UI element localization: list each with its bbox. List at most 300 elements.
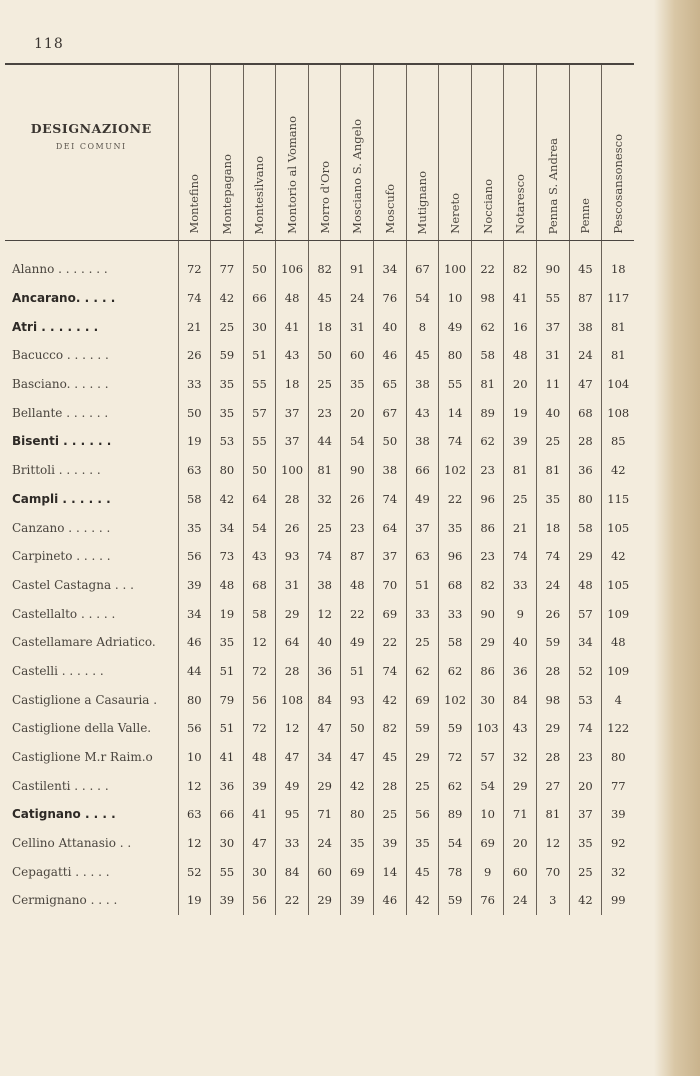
distance-cell: 98 — [471, 284, 504, 313]
distance-cell: 72 — [439, 743, 472, 772]
distance-cell: 47 — [341, 743, 374, 772]
column-header-label: Montefino — [187, 174, 202, 234]
distance-cell: 59 — [406, 714, 439, 743]
distance-cell: 35 — [406, 829, 439, 858]
distance-cell: 20 — [504, 829, 537, 858]
distance-cell: 60 — [341, 341, 374, 370]
distance-cell: 82 — [504, 241, 537, 284]
distance-cell: 72 — [178, 241, 211, 284]
distance-cell: 29 — [308, 886, 341, 915]
distance-cell: 84 — [308, 685, 341, 714]
distance-cell: 34 — [178, 599, 211, 628]
distance-cell: 59 — [439, 886, 472, 915]
distance-cell: 74 — [374, 485, 407, 514]
distance-cell: 39 — [341, 886, 374, 915]
distance-cell: 64 — [276, 628, 309, 657]
commune-name: Castilenti . . . . . — [12, 778, 109, 793]
distance-cell: 87 — [341, 542, 374, 571]
distance-cell: 74 — [537, 542, 570, 571]
distance-cell: 12 — [276, 714, 309, 743]
distance-cell: 91 — [341, 241, 374, 284]
distance-cell: 68 — [439, 571, 472, 600]
distance-cell: 12 — [537, 829, 570, 858]
distance-table — [5, 65, 634, 915]
commune-name: Basciano. . . . . . — [12, 377, 109, 392]
commune-name: Carpineto . . . . . — [12, 549, 111, 564]
distance-cell: 37 — [537, 312, 570, 341]
distance-cell: 69 — [406, 685, 439, 714]
distance-cell: 84 — [276, 857, 309, 886]
distance-cell: 62 — [471, 312, 504, 341]
distance-cell: 46 — [178, 628, 211, 657]
distance-cell: 39 — [504, 427, 537, 456]
distance-cell: 48 — [569, 571, 602, 600]
distance-cell: 42 — [341, 771, 374, 800]
distance-cell: 40 — [308, 628, 341, 657]
distance-cell: 20 — [569, 771, 602, 800]
distance-cell: 41 — [276, 312, 309, 341]
distance-cell: 32 — [308, 485, 341, 514]
column-header — [602, 65, 635, 241]
distance-cell: 56 — [178, 542, 211, 571]
distance-cell: 69 — [471, 829, 504, 858]
table-row — [5, 800, 634, 829]
distance-cell: 80 — [569, 485, 602, 514]
distance-cell: 78 — [439, 857, 472, 886]
distance-cell: 25 — [504, 485, 537, 514]
distance-cell: 100 — [439, 241, 472, 284]
table-header-row — [5, 65, 634, 241]
distance-cell: 90 — [471, 599, 504, 628]
distance-cell: 4 — [602, 685, 635, 714]
table-row — [5, 714, 634, 743]
column-header — [504, 65, 537, 241]
distance-cell: 40 — [504, 628, 537, 657]
distance-cell: 48 — [602, 628, 635, 657]
distance-cell: 12 — [243, 628, 276, 657]
distance-cell: 84 — [504, 685, 537, 714]
distance-cell: 34 — [308, 743, 341, 772]
distance-cell: 26 — [341, 485, 374, 514]
distance-cell: 73 — [211, 542, 244, 571]
distance-cell: 99 — [602, 886, 635, 915]
distance-cell: 81 — [602, 341, 635, 370]
distance-cell: 33 — [178, 370, 211, 399]
distance-cell: 42 — [406, 886, 439, 915]
distance-cell: 31 — [341, 312, 374, 341]
distance-cell: 14 — [374, 857, 407, 886]
distance-cell: 90 — [537, 241, 570, 284]
distance-cell: 35 — [211, 628, 244, 657]
distance-cell: 60 — [308, 857, 341, 886]
distance-cell: 20 — [504, 370, 537, 399]
distance-cell: 102 — [439, 456, 472, 485]
distance-cell: 28 — [569, 427, 602, 456]
distance-cell: 63 — [406, 542, 439, 571]
distance-cell: 25 — [308, 370, 341, 399]
distance-cell: 72 — [243, 714, 276, 743]
distance-cell: 25 — [406, 771, 439, 800]
column-header-label: Penne — [578, 198, 593, 234]
distance-cell: 42 — [211, 284, 244, 313]
distance-cell: 33 — [439, 599, 472, 628]
distance-cell: 52 — [569, 657, 602, 686]
distance-cell: 85 — [602, 427, 635, 456]
distance-cell: 38 — [308, 571, 341, 600]
distance-cell: 42 — [374, 685, 407, 714]
distance-cell: 81 — [308, 456, 341, 485]
distance-cell: 48 — [211, 571, 244, 600]
table-row — [5, 341, 634, 370]
column-header — [471, 65, 504, 241]
distance-cell: 64 — [374, 513, 407, 542]
distance-cell: 80 — [211, 456, 244, 485]
distance-cell: 30 — [243, 857, 276, 886]
column-header — [341, 65, 374, 241]
distance-cell: 93 — [276, 542, 309, 571]
distance-cell: 39 — [602, 800, 635, 829]
distance-cell: 19 — [178, 427, 211, 456]
distance-cell: 39 — [178, 571, 211, 600]
commune-name: Castellalto . . . . . — [12, 606, 116, 621]
distance-cell: 59 — [439, 714, 472, 743]
distance-cell: 25 — [406, 628, 439, 657]
distance-cell: 16 — [504, 312, 537, 341]
distance-cell: 18 — [276, 370, 309, 399]
distance-cell: 109 — [602, 599, 635, 628]
distance-cell: 24 — [341, 284, 374, 313]
table-row — [5, 857, 634, 886]
column-header-label: Pescosansonesco — [611, 134, 626, 234]
commune-name: Ancarano. . . . . — [12, 291, 116, 306]
distance-cell: 35 — [341, 829, 374, 858]
table-row — [5, 427, 634, 456]
column-header-label: Nocciano — [480, 179, 495, 234]
distance-cell: 38 — [374, 456, 407, 485]
table-row — [5, 398, 634, 427]
distance-cell: 79 — [211, 685, 244, 714]
distance-cell: 86 — [471, 657, 504, 686]
distance-cell: 80 — [341, 800, 374, 829]
distance-cell: 40 — [374, 312, 407, 341]
distance-cell: 45 — [308, 284, 341, 313]
distance-cell: 72 — [243, 657, 276, 686]
table-row — [5, 657, 634, 686]
distance-cell: 9 — [471, 857, 504, 886]
table-row — [5, 370, 634, 399]
distance-cell: 41 — [211, 743, 244, 772]
distance-cell: 33 — [276, 829, 309, 858]
distance-cell: 69 — [341, 857, 374, 886]
distance-cell: 31 — [276, 571, 309, 600]
distance-cell: 59 — [211, 341, 244, 370]
distance-cell: 28 — [537, 743, 570, 772]
distance-cell: 109 — [602, 657, 635, 686]
distance-cell: 80 — [439, 341, 472, 370]
page-edge-shadow — [654, 0, 700, 1076]
distance-cell: 34 — [374, 241, 407, 284]
distance-cell: 81 — [504, 456, 537, 485]
commune-name: Canzano . . . . . . — [12, 520, 111, 535]
distance-cell: 29 — [471, 628, 504, 657]
distance-cell: 77 — [602, 771, 635, 800]
distance-cell: 24 — [569, 341, 602, 370]
commune-name: Cellino Attanasio . . — [12, 836, 132, 851]
distance-cell: 74 — [374, 657, 407, 686]
distance-cell: 46 — [374, 886, 407, 915]
column-header — [276, 65, 309, 241]
distance-cell: 36 — [211, 771, 244, 800]
distance-cell: 43 — [276, 341, 309, 370]
distance-cell: 55 — [243, 427, 276, 456]
distance-cell: 49 — [439, 312, 472, 341]
distance-cell: 45 — [374, 743, 407, 772]
distance-cell: 108 — [276, 685, 309, 714]
distance-cell: 43 — [406, 398, 439, 427]
distance-cell: 41 — [243, 800, 276, 829]
distance-cell: 22 — [374, 628, 407, 657]
distance-cell: 50 — [243, 456, 276, 485]
distance-cell: 18 — [602, 241, 635, 284]
table-row — [5, 771, 634, 800]
distance-cell: 28 — [374, 771, 407, 800]
distance-cell: 29 — [276, 599, 309, 628]
distance-cell: 93 — [341, 685, 374, 714]
commune-name: Brittoli . . . . . . — [12, 463, 101, 478]
distance-cell: 35 — [341, 370, 374, 399]
table-row — [5, 628, 634, 657]
distance-cell: 22 — [341, 599, 374, 628]
distance-cell: 76 — [374, 284, 407, 313]
distance-cell: 89 — [471, 398, 504, 427]
distance-cell: 43 — [243, 542, 276, 571]
distance-cell: 26 — [178, 341, 211, 370]
distance-cell: 42 — [211, 485, 244, 514]
commune-name: Castelli . . . . . . — [12, 663, 104, 678]
distance-cell: 76 — [471, 886, 504, 915]
distance-cell: 38 — [569, 312, 602, 341]
distance-cell: 50 — [243, 241, 276, 284]
distance-cell: 18 — [537, 513, 570, 542]
distance-cell: 87 — [569, 284, 602, 313]
distance-cell: 63 — [178, 456, 211, 485]
distance-cell: 37 — [276, 427, 309, 456]
column-header-label: Mosciano S. Angelo — [350, 119, 365, 234]
column-header-label: Montorio al Vomano — [285, 116, 300, 234]
distance-cell: 108 — [602, 398, 635, 427]
column-header — [178, 65, 211, 241]
distance-cell: 74 — [439, 427, 472, 456]
distance-cell: 115 — [602, 485, 635, 514]
commune-name: Atri . . . . . . . — [12, 319, 99, 334]
distance-cell: 103 — [471, 714, 504, 743]
distance-cell: 52 — [178, 857, 211, 886]
distance-cell: 44 — [308, 427, 341, 456]
distance-cell: 12 — [178, 829, 211, 858]
distance-cell: 82 — [374, 714, 407, 743]
distance-cell: 38 — [406, 427, 439, 456]
table-row — [5, 571, 634, 600]
distance-cell: 39 — [211, 886, 244, 915]
distance-cell: 48 — [276, 284, 309, 313]
distance-cell: 81 — [537, 800, 570, 829]
distance-cell: 82 — [308, 241, 341, 284]
distance-cell: 105 — [602, 513, 635, 542]
distance-cell: 28 — [537, 657, 570, 686]
commune-name: Catignano . . . . — [12, 807, 116, 822]
column-header-label: Montepagano — [219, 153, 234, 234]
distance-cell: 64 — [243, 485, 276, 514]
distance-cell: 58 — [243, 599, 276, 628]
commune-name: Cermignano . . . . — [12, 893, 118, 908]
distance-cell: 66 — [406, 456, 439, 485]
distance-cell: 50 — [178, 398, 211, 427]
distance-cell: 37 — [374, 542, 407, 571]
column-header — [439, 65, 472, 241]
distance-cell: 95 — [276, 800, 309, 829]
distance-cell: 24 — [537, 571, 570, 600]
distance-cell: 37 — [276, 398, 309, 427]
distance-cell: 43 — [504, 714, 537, 743]
distance-cell: 66 — [243, 284, 276, 313]
table-title: DESIGNAZIONE — [30, 120, 152, 136]
distance-cell: 39 — [243, 771, 276, 800]
distance-cell: 59 — [537, 628, 570, 657]
distance-cell: 51 — [211, 714, 244, 743]
column-header — [374, 65, 407, 241]
column-header-label: Penna S. Andrea — [545, 137, 560, 234]
distance-cell: 117 — [602, 284, 635, 313]
column-header-label: Montesilvano — [252, 155, 267, 234]
distance-cell: 8 — [406, 312, 439, 341]
distance-cell: 81 — [471, 370, 504, 399]
column-header-label: Nereto — [448, 193, 463, 234]
distance-cell: 35 — [439, 513, 472, 542]
distance-cell: 67 — [374, 398, 407, 427]
commune-name: Bisenti . . . . . . — [12, 434, 112, 449]
distance-cell: 22 — [276, 886, 309, 915]
distance-cell: 30 — [471, 685, 504, 714]
column-header — [211, 65, 244, 241]
distance-cell: 92 — [602, 829, 635, 858]
distance-cell: 11 — [537, 370, 570, 399]
table-row — [5, 599, 634, 628]
distance-cell: 19 — [178, 886, 211, 915]
distance-cell: 31 — [537, 341, 570, 370]
distance-cell: 57 — [471, 743, 504, 772]
table-row — [5, 685, 634, 714]
distance-cell: 40 — [537, 398, 570, 427]
distance-cell: 51 — [341, 657, 374, 686]
distance-cell: 49 — [406, 485, 439, 514]
distance-cell: 71 — [308, 800, 341, 829]
distance-cell: 33 — [504, 571, 537, 600]
distance-cell: 57 — [243, 398, 276, 427]
distance-cell: 81 — [537, 456, 570, 485]
distance-cell: 46 — [374, 341, 407, 370]
distance-cell: 106 — [276, 241, 309, 284]
column-header-label: Mutignano — [415, 170, 430, 234]
distance-cell: 19 — [504, 398, 537, 427]
column-header-label: Moscufo — [382, 184, 397, 234]
distance-cell: 12 — [308, 599, 341, 628]
distance-cell: 51 — [406, 571, 439, 600]
distance-cell: 70 — [537, 857, 570, 886]
distance-cell: 12 — [178, 771, 211, 800]
distance-cell: 62 — [439, 771, 472, 800]
table-row — [5, 485, 634, 514]
distance-cell: 23 — [471, 542, 504, 571]
page-number: 118 — [34, 36, 64, 52]
distance-cell: 28 — [276, 657, 309, 686]
distance-cell: 25 — [308, 513, 341, 542]
column-header — [308, 65, 341, 241]
commune-name: Castiglione a Casauria . — [12, 692, 158, 707]
distance-cell: 29 — [537, 714, 570, 743]
distance-cell: 24 — [504, 886, 537, 915]
table-row — [5, 312, 634, 341]
distance-cell: 42 — [569, 886, 602, 915]
commune-name: Castiglione M.r Raim.o — [12, 750, 153, 765]
distance-cell: 53 — [211, 427, 244, 456]
distance-cell: 24 — [308, 829, 341, 858]
distance-cell: 60 — [504, 857, 537, 886]
table-row — [5, 542, 634, 571]
distance-cell: 82 — [471, 571, 504, 600]
distance-cell: 45 — [406, 341, 439, 370]
table-row — [5, 241, 634, 284]
distance-cell: 37 — [406, 513, 439, 542]
distance-cell: 32 — [602, 857, 635, 886]
column-header — [537, 65, 570, 241]
distance-cell: 54 — [439, 829, 472, 858]
distance-cell: 56 — [243, 685, 276, 714]
distance-cell: 89 — [439, 800, 472, 829]
distance-cell: 56 — [406, 800, 439, 829]
distance-cell: 80 — [178, 685, 211, 714]
distance-cell: 35 — [569, 829, 602, 858]
distance-cell: 56 — [243, 886, 276, 915]
distance-cell: 104 — [602, 370, 635, 399]
column-header-label: Notaresco — [513, 173, 528, 234]
distance-cell: 98 — [537, 685, 570, 714]
distance-cell: 27 — [537, 771, 570, 800]
distance-cell: 102 — [439, 685, 472, 714]
distance-cell: 9 — [504, 599, 537, 628]
distance-cell: 48 — [243, 743, 276, 772]
distance-table-container — [5, 63, 634, 937]
distance-cell: 74 — [308, 542, 341, 571]
distance-cell: 55 — [243, 370, 276, 399]
distance-cell: 55 — [211, 857, 244, 886]
distance-cell: 10 — [178, 743, 211, 772]
table-body — [5, 241, 634, 915]
table-row — [5, 886, 634, 915]
distance-cell: 47 — [243, 829, 276, 858]
distance-cell: 42 — [602, 456, 635, 485]
distance-cell: 25 — [569, 857, 602, 886]
distance-cell: 45 — [569, 241, 602, 284]
distance-cell: 63 — [178, 800, 211, 829]
distance-cell: 44 — [178, 657, 211, 686]
distance-cell: 50 — [341, 714, 374, 743]
distance-cell: 34 — [211, 513, 244, 542]
distance-cell: 37 — [569, 800, 602, 829]
distance-cell: 47 — [569, 370, 602, 399]
distance-cell: 35 — [211, 370, 244, 399]
distance-cell: 62 — [471, 427, 504, 456]
distance-cell: 35 — [537, 485, 570, 514]
